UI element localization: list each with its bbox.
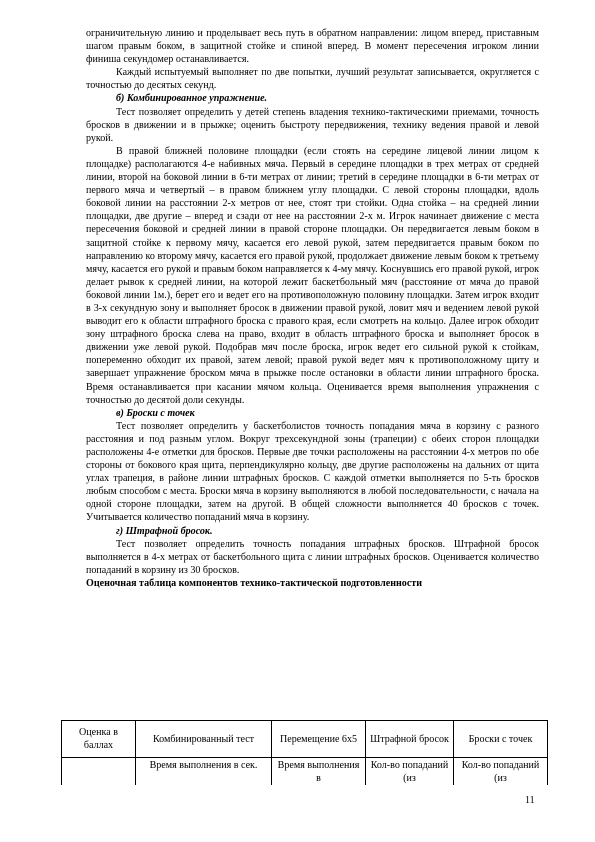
table-header-cell: Комбинированный тест [136, 721, 272, 758]
table-subheader-cell: Время выполнения в [272, 758, 366, 786]
table-subheader-cell: Кол-во попаданий (из [454, 758, 548, 786]
table-subheader-cell: Время выполнения в сек. [136, 758, 272, 786]
heading-spot-shots: в) Броски с точек [116, 407, 195, 419]
paragraph-combined-description: В правой ближней половине площадки (если стоять на середине лицевой линии лицом к площадке) располагаются 4-е набивных мяча. Первый в середине площадки в трех метрах от средней линии, второй на боковой линии в 6-ти метрах от линии; третий в середине площадки в 6-ти метрах от первого мяча и четвертый – в правом ближнем углу площадки. С левой стороны площадки, вдоль боковой линии на расстоянии 2-х метров от нее, стоят три стойки. Одна стойка – на средней линии площадки, две другие – вперед и сзади от нее на расстоянии 2-х м. Игрок начинает движение с места пересечения боковой и средней линии в правой стороне площадки. Он передвигается левым боком в защитной стойке к первому мячу, касается его левой рукой, затем передвигается правым боком по направлению ко второму мячу, касается его правой рукой, продолжает движение левым боком к третьему мячу, касается его рукой и правым боком направляется к 4-му мячу. Коснувшись его правой рукой, игрок делает рывок к средней линии, на которой лежит баскетбольный мяч (расстояние от мяча до правой боковой линии 1м.), берет его и ведет его на противоположную половину площадки. Затем игрок входит в 3-х секундную зону и выполняет бросок в движении правой рукой, ловит мяч и ведением левой рукой выводит его к области штрафного броска с правого края, если смотреть на кольцо. Далее игрок обходит зону штрафного броска слева на право, входит в область штрафного броска и выполняет бросок в движении уже левой рукой. Подобрав мяч после броска, игрок ведет его сильной рукой к стойкам, попеременно обходит их правой, затем левой; правой рукой ведет мяч к противоположному щиту и завершает упражнение броском мяча в прыжке после остановки в области линии штрафного броска. Время останавливается при касании мячом кольца. Оценивается время выполнения упражнения с точностью до десятой доли секунды. [86, 145, 539, 406]
table-header-cell: Штрафной бросок [366, 721, 454, 758]
table-header-row [62, 721, 548, 758]
heading-combined-exercise: б) Комбинированное упражнение. [116, 93, 268, 105]
table-caption: Оценочная таблица компонентов технико-тактической подготовленности [86, 577, 422, 589]
table-subheader-cell: Кол-во попаданий (из [366, 758, 454, 786]
paragraph-spot-shots: Тест позволяет определить у баскетболистов точность попадания мяча в корзину с разного расстояния и под разным углом. Вокруг трехсекундной зоны (трапеции) с обеих сторон площадки расположены 4-е отметки для бросков. Первые две точки расположены на расстоянии 4-х метров по обе стороны от бокового края щита, перпендикулярно кольцу, две другие расположены на дальних от щита углах трапеция, в районе линии штрафных бросков. С каждой отметки выполняется по 5-ть бросков любым способом с места. Броски мяча в корзину выполняются в любой последовательности, с начала на одной стороне площадки, затем на другой. В общей сложности выполняется 40 бросков с точек. Учитывается количество попаданий мяча в корзину. [86, 420, 539, 524]
table-subheader-row [62, 758, 548, 786]
heading-free-throw: г) Штрафной бросок. [116, 525, 213, 537]
paragraph-attempts: Каждый испытуемый выполняет по две попытки, лучший результат записывается, округляется с точностью до десятых секунд. [86, 67, 539, 92]
table-cell [62, 758, 136, 786]
table-header-cell: Броски с точек [454, 721, 548, 758]
paragraph-combined-purpose: Тест позволяет определить у детей степень владения технико-тактическими приемами, точность бросков в движении и в прыжке; оценить быстроту передвижения, технику ведения правой и левой рукой. [86, 106, 539, 144]
table-header-cell: Оценка в баллах [62, 721, 136, 758]
paragraph-finish-run: ограничительную линию и проделывает весь путь в обратном направлении: лицом вперед, приставным шагом правым боком, в защитной стойке и спиной вперед. В момент пересечения игроком линии финиша секундомер останавливается. [86, 28, 539, 66]
page-number: 11 [525, 795, 535, 806]
table-header-cell: Перемещение 6х5 [272, 721, 366, 758]
paragraph-free-throw: Тест позволяет определить точность попадания штрафных бросков. Штрафной бросок выполняется в 4-х метрах от баскетбольного щита с линии штрафных бросков. Оценивается количество попаданий в корзину из 30 бросков. [86, 538, 539, 576]
evaluation-table [61, 720, 548, 785]
body-text [86, 27, 539, 590]
